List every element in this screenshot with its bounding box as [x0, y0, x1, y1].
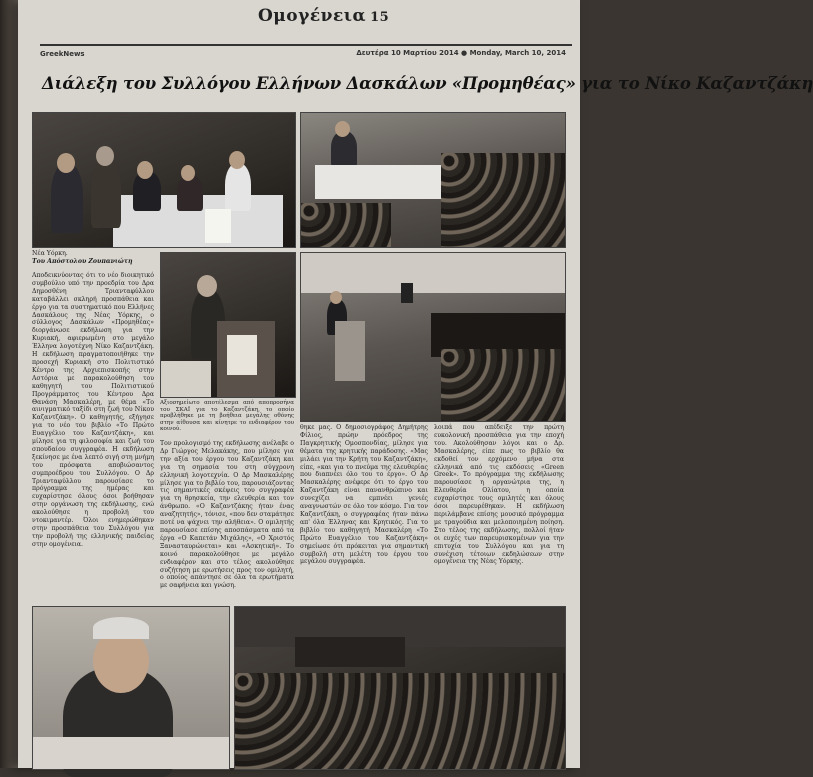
photo-panel-speakers	[32, 112, 296, 248]
section-title	[258, 6, 389, 26]
byline-author: Του Απόστολου Ζουπανιώτη	[32, 257, 133, 265]
photo-portrait-speaker	[32, 606, 230, 770]
photo-audience-wide	[300, 252, 566, 422]
page-left-edge	[0, 0, 18, 768]
article-column-4: λοιπά που απέδειξε την πρώτη ευκολονική προσπάθεια για την εποχή του. Ακολούθησαν λόγοι και ο Δρ. Μασκαλέρης, είπε πως το βιβλίο θα εκδοθεί τον ερχόμενο μήνα στα ελληνικά από τις εκδόσεις «Green Greek». Το πρόγραμμα της εκδήλωσης παρουσίασε η οργανώτρια της, η Ελευθερία Ολίατου, η οποία ευχαρίστησε τους ομιλητές και όλους όσοι παρευρέθηκαν. Η εκδήλωση περιλάμβανε επίσης μουσικό πρόγραμμα με τραγούδια και μελοποιημένη ποίηση. Στο τέλος της εκδήλωσης, πολλοί ήταν οι ευχές των παρευρισκομένων για την επιτυχία του Συλλόγου και για τη συνέχιση τέτοιων εκδηλώσεων στην ομογένεια της Νέας Υόρκης.	[434, 424, 564, 566]
article-headline: Διάλεξη του Συλλόγου Ελλήνων Δασκάλων «Προμηθέας» για το Νίκο Καζαντζάκη	[42, 74, 813, 93]
brand-label: GreekNews	[40, 50, 85, 58]
photo-lecture-hall	[300, 112, 566, 248]
byline-place: Νέα Υόρκη.	[32, 250, 68, 257]
section-title-text: Ομογένεια	[258, 6, 367, 26]
newspaper-page	[18, 0, 813, 768]
photo-caption: Αξιοσημείωτο αποτέλεσμα από αποπροσήνα του ΣΚΑΪ για το Καζαντζάκη, το οποίο προβλήθηκε με τη βοήθεια μεγάλης οθόνης στην αίθουσα και κίνητρε το ενδιαφέρον του κοινού.	[160, 400, 294, 433]
header-rule	[40, 44, 572, 46]
article-column-1: Αποδεικνύοντας ότι το νέο διοικητικό συμβούλιο υπό την προεδρία του Δρα Δημοσθένη Τριανταφύλλου καταβάλλει σκληρή προσπάθεια και έργο για τα συστηματικό που Ελλήνες Δασκάλους της Νέας Υόρκης, ο σύλλογος Δασκάλων «Προμηθέας» διοργάνωσε εκδήλωση για την Κυριακή, αφιερωμένη στο μεγάλο Έλληνα λογοτέχνη Νίκο Καζαντζάκη. Η εκδήλωση πραγματοποιήθηκε την προσεχή Κυριακή στο Πολιτιστικό Κέντρο της Αρχιεπισκοπής στην Αστόρια με παρακολούθηση του καθηγητή του Πολιτιστικού Προγράμματος του Κέντρου Δρα Θανάση Μασκαλέρη, με θέμα «Το αινιγματικό ταξίδι στη ζωή του Νίκου Καζαντζάκη». Ο καθηγητής, εξήγησε για το νέο του βιβλίο «Το Πρώτο Ευαγγέλιο του Καζαντζάκη», και μίλησε για τη φιλοσοφία και ζωή του σπουδαίου συγγραφέα. Η εκδήλωση ξεκίνησε με ένα λεπτό σιγή στη μνήμη του πρόσφατα αποβιώσαντος συμπροέδρου του Συλλόγου. Ο Δρ Τριανταφύλλου παρουσίασε το πρόγραμμα της ημέρας και ευχαρίστησε όλους όσοι βοήθησαν στην οργάνωση της εκδήλωσης, ενώ ακολούθησε η προβολή του ντοκιμαντέρ. Όλοι ενημερώθηκαν στην προσπάθεια του Συλλόγου για την προβολή της ελληνικής παιδείας στην ομογένεια.	[32, 272, 154, 548]
article-column-2: Τον προλογισμό της εκδήλωσης ανέλαβε ο Δρ Γιώργος Μελακάκης, που μίλησε για την αξία του έργου του Καζαντζάκη και για τη σημασία του στη σύγχρονη ελληνική λογοτεχνία. Ο Δρ Μασκαλέρης μίλησε για το βιβλίο του, παρουσιάζοντας τις σημαντικές σκέψεις του συγγραφέα για τη θρησκεία, την ελευθερία και τον άνθρωπο. «Ο Καζαντζάκης ήταν ένας αναζητητής», τόνισε, «που δεν σταμάτησε ποτέ να ψάχνει την αλήθεια». Ο ομιλητής παρουσίασε επίσης αποσπάσματα από τα έργα «Ο Καπετάν Μιχάλης», «Ο Χριστός Ξανασταυρώνεται» και «Ασκητική». Το κοινό παρακολούθησε με μεγάλο ενδιαφέρον και στο τέλος ακολούθησε συζήτηση με ερωτήσεις προς τον ομιλητή, ο οποίος απάντησε σε όλα τα ερωτήματα με σαφήνεια και γνώση.	[160, 440, 294, 590]
page-number: 15	[370, 10, 390, 25]
photo-audience-rows	[234, 606, 566, 770]
issue-date: Δευτέρα 10 Μαρτίου 2014 ● Monday, March 10, 2014	[356, 49, 566, 57]
article-column-3: θηκε μας. Ο δημοσιογράφος Δημήτρης Φίλιος, πρώην πρόεδρος της Παγκρητικής Ομοσπονδίας, μίλησε για θέματα της κρητικής παράδοσης. «Μας μιλάει για την Κρήτη του Καζαντζάκη», είπε, «και για το πνεύμα της ελευθερίας που διαπνέει όλο του το έργο». Ο Δρ Μασκαλέρης ανέφερε ότι το έργο του Καζαντζάκη είναι πανανθρώπινο και συνεχίζει να εμπνέει γενιές αναγνωστών σε όλο τον κόσμο. Για τον Καζαντζάκη, ο συγγραφέας ήταν πάνω απ' όλα Έλληνας και Κρητικός. Για το βιβλίο του καθηγητή Μασκαλέρη «Το Πρώτο Ευαγγέλιο του Καζαντζάκη» σημείωσε ότι πρόκειται για σημαντική συμβολή στη μελέτη του έργου του μεγάλου συγγραφέα.	[300, 424, 428, 566]
byline	[32, 250, 154, 270]
photo-speaker-podium	[160, 252, 296, 398]
